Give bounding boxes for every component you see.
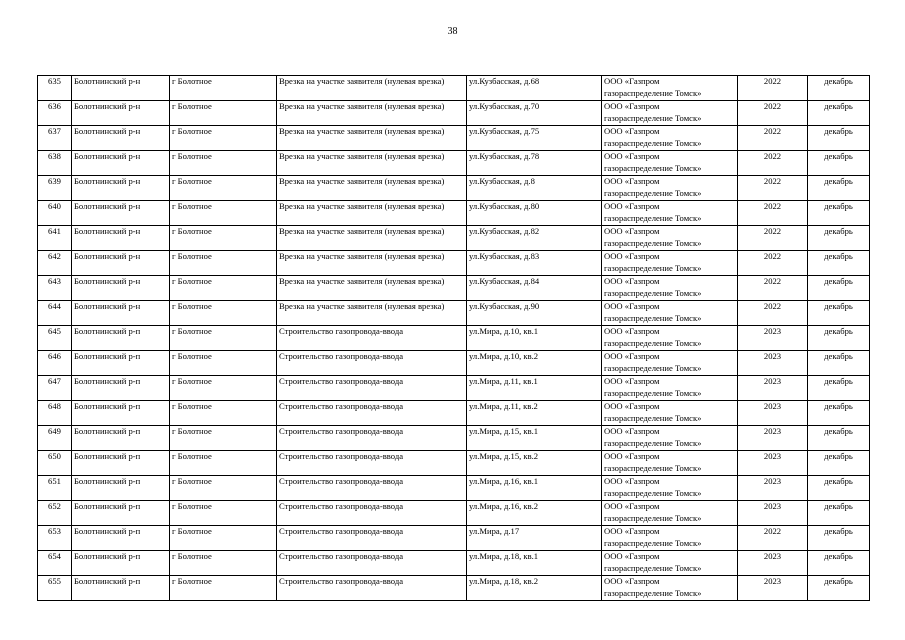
city-cell: г Болотное: [170, 151, 277, 176]
row-number-cell: 655: [38, 576, 72, 601]
organization-cell: [602, 351, 738, 376]
city-cell: г Болотное: [170, 326, 277, 351]
district-cell: Болотнинский р-п: [72, 451, 170, 476]
city-cell: г Болотное: [170, 401, 277, 426]
work-type-cell: Строительство газопровода-ввода: [277, 576, 467, 601]
year-cell: 2023: [738, 326, 808, 351]
row-number-cell: 651: [38, 476, 72, 501]
month-cell: декабрь: [808, 351, 870, 376]
organization-line-1: ООО «Газпром: [604, 376, 660, 386]
organization-line-1: ООО «Газпром: [604, 526, 660, 536]
address-cell: ул.Мира, д.15, кв.2: [467, 451, 602, 476]
row-number-cell: 644: [38, 301, 72, 326]
organization-line-1: ООО «Газпром: [604, 226, 660, 236]
city-cell: г Болотное: [170, 501, 277, 526]
organization-cell: [602, 226, 738, 251]
month-cell: декабрь: [808, 101, 870, 126]
organization-line-2: газораспределение Томск»: [604, 337, 702, 348]
city-cell: г Болотное: [170, 101, 277, 126]
organization-line-2: газораспределение Томск»: [604, 412, 702, 423]
organization-cell: [602, 251, 738, 276]
year-cell: 2023: [738, 551, 808, 576]
month-cell: декабрь: [808, 301, 870, 326]
organization-line-1: ООО «Газпром: [604, 476, 660, 486]
year-cell: 2022: [738, 251, 808, 276]
month-cell: декабрь: [808, 576, 870, 601]
month-cell: декабрь: [808, 151, 870, 176]
address-cell: ул.Кузбасская, д.80: [467, 201, 602, 226]
row-number-cell: 652: [38, 501, 72, 526]
address-cell: ул.Мира, д.18, кв.2: [467, 576, 602, 601]
district-cell: Болотнинский р-п: [72, 476, 170, 501]
organization-cell: [602, 326, 738, 351]
work-type-cell: Строительство газопровода-ввода: [277, 401, 467, 426]
table-row: [38, 376, 870, 401]
row-number-cell: 640: [38, 201, 72, 226]
organization-line-2: газораспределение Томск»: [604, 462, 702, 473]
district-cell: Болотнинский р-н: [72, 101, 170, 126]
district-cell: Болотнинский р-н: [72, 176, 170, 201]
table-row: [38, 101, 870, 126]
table-row: [38, 526, 870, 551]
address-cell: ул.Кузбасская, д.8: [467, 176, 602, 201]
work-type-cell: Строительство газопровода-ввода: [277, 351, 467, 376]
organization-line-1: ООО «Газпром: [604, 401, 660, 411]
year-cell: 2022: [738, 201, 808, 226]
address-cell: ул.Кузбасская, д.70: [467, 101, 602, 126]
work-type-cell: Врезка на участке заявителя (нулевая врезка): [277, 176, 467, 201]
organization-cell: [602, 476, 738, 501]
work-type-cell: Строительство газопровода-ввода: [277, 451, 467, 476]
month-cell: декабрь: [808, 476, 870, 501]
organization-cell: [602, 301, 738, 326]
work-type-cell: Строительство газопровода-ввода: [277, 526, 467, 551]
year-cell: 2023: [738, 451, 808, 476]
organization-cell: [602, 576, 738, 601]
organization-cell: [602, 176, 738, 201]
organization-cell: [602, 501, 738, 526]
year-cell: 2023: [738, 476, 808, 501]
organization-line-2: газораспределение Томск»: [604, 212, 702, 223]
city-cell: г Болотное: [170, 526, 277, 551]
year-cell: 2022: [738, 526, 808, 551]
district-cell: Болотнинский р-п: [72, 551, 170, 576]
work-type-cell: Врезка на участке заявителя (нулевая врезка): [277, 276, 467, 301]
organization-line-1: ООО «Газпром: [604, 176, 660, 186]
city-cell: г Болотное: [170, 351, 277, 376]
organization-line-1: ООО «Газпром: [604, 201, 660, 211]
address-cell: ул.Кузбасская, д.75: [467, 126, 602, 151]
month-cell: декабрь: [808, 201, 870, 226]
month-cell: декабрь: [808, 226, 870, 251]
work-type-cell: Врезка на участке заявителя (нулевая врезка): [277, 126, 467, 151]
table-body: [38, 76, 870, 601]
table-row: [38, 401, 870, 426]
address-cell: ул.Мира, д.18, кв.1: [467, 551, 602, 576]
city-cell: г Болотное: [170, 176, 277, 201]
city-cell: г Болотное: [170, 301, 277, 326]
address-cell: ул.Мира, д.16, кв.1: [467, 476, 602, 501]
organization-cell: [602, 151, 738, 176]
table-row: [38, 76, 870, 101]
table-row: [38, 276, 870, 301]
year-cell: 2022: [738, 276, 808, 301]
table-row: [38, 226, 870, 251]
organization-line-1: ООО «Газпром: [604, 326, 660, 336]
organization-line-2: газораспределение Томск»: [604, 162, 702, 173]
gasification-table: [37, 75, 870, 601]
organization-line-1: ООО «Газпром: [604, 151, 660, 161]
year-cell: 2022: [738, 101, 808, 126]
organization-cell: [602, 101, 738, 126]
city-cell: г Болотное: [170, 126, 277, 151]
address-cell: ул.Кузбасская, д.83: [467, 251, 602, 276]
month-cell: декабрь: [808, 551, 870, 576]
organization-line-1: ООО «Газпром: [604, 276, 660, 286]
organization-line-1: ООО «Газпром: [604, 501, 660, 511]
year-cell: 2022: [738, 126, 808, 151]
district-cell: Болотнинский р-п: [72, 501, 170, 526]
city-cell: г Болотное: [170, 276, 277, 301]
district-cell: Болотнинский р-н: [72, 276, 170, 301]
page-number: 38: [447, 26, 458, 37]
address-cell: ул.Мира, д.16, кв.2: [467, 501, 602, 526]
organization-line-1: ООО «Газпром: [604, 351, 660, 361]
city-cell: г Болотное: [170, 476, 277, 501]
district-cell: Болотнинский р-н: [72, 151, 170, 176]
address-cell: ул.Мира, д.10, кв.2: [467, 351, 602, 376]
table-row: [38, 201, 870, 226]
organization-line-1: ООО «Газпром: [604, 101, 660, 111]
work-type-cell: Строительство газопровода-ввода: [277, 501, 467, 526]
district-cell: Болотнинский р-п: [72, 401, 170, 426]
district-cell: Болотнинский р-н: [72, 226, 170, 251]
month-cell: декабрь: [808, 176, 870, 201]
table-row: [38, 576, 870, 601]
year-cell: 2022: [738, 151, 808, 176]
row-number-cell: 635: [38, 76, 72, 101]
row-number-cell: 650: [38, 451, 72, 476]
city-cell: г Болотное: [170, 551, 277, 576]
table-row: [38, 301, 870, 326]
year-cell: 2022: [738, 301, 808, 326]
district-cell: Болотнинский р-п: [72, 576, 170, 601]
month-cell: декабрь: [808, 401, 870, 426]
district-cell: Болотнинский р-п: [72, 376, 170, 401]
work-type-cell: Врезка на участке заявителя (нулевая врезка): [277, 251, 467, 276]
city-cell: г Болотное: [170, 201, 277, 226]
district-cell: Болотнинский р-п: [72, 426, 170, 451]
row-number-cell: 653: [38, 526, 72, 551]
organization-cell: [602, 201, 738, 226]
organization-line-1: ООО «Газпром: [604, 451, 660, 461]
year-cell: 2022: [738, 226, 808, 251]
row-number-cell: 646: [38, 351, 72, 376]
district-cell: Болотнинский р-н: [72, 126, 170, 151]
organization-line-1: ООО «Газпром: [604, 251, 660, 261]
year-cell: 2023: [738, 401, 808, 426]
month-cell: декабрь: [808, 376, 870, 401]
table-row: [38, 451, 870, 476]
city-cell: г Болотное: [170, 576, 277, 601]
address-cell: ул.Кузбасская, д.82: [467, 226, 602, 251]
organization-line-2: газораспределение Томск»: [604, 112, 702, 123]
address-cell: ул.Мира, д.17: [467, 526, 602, 551]
row-number-cell: 641: [38, 226, 72, 251]
month-cell: декабрь: [808, 451, 870, 476]
address-cell: ул.Мира, д.10, кв.1: [467, 326, 602, 351]
row-number-cell: 639: [38, 176, 72, 201]
organization-line-2: газораспределение Томск»: [604, 537, 702, 548]
year-cell: 2023: [738, 426, 808, 451]
year-cell: 2023: [738, 576, 808, 601]
table-row: [38, 326, 870, 351]
month-cell: декабрь: [808, 251, 870, 276]
month-cell: декабрь: [808, 326, 870, 351]
table-row: [38, 351, 870, 376]
organization-cell: [602, 426, 738, 451]
organization-line-2: газораспределение Томск»: [604, 387, 702, 398]
row-number-cell: 636: [38, 101, 72, 126]
work-type-cell: Врезка на участке заявителя (нулевая врезка): [277, 301, 467, 326]
month-cell: декабрь: [808, 426, 870, 451]
city-cell: г Болотное: [170, 251, 277, 276]
address-cell: ул.Кузбасская, д.68: [467, 76, 602, 101]
table-row: [38, 426, 870, 451]
district-cell: Болотнинский р-п: [72, 326, 170, 351]
year-cell: 2022: [738, 76, 808, 101]
work-type-cell: Строительство газопровода-ввода: [277, 376, 467, 401]
address-cell: ул.Мира, д.11, кв.1: [467, 376, 602, 401]
year-cell: 2023: [738, 376, 808, 401]
organization-line-2: газораспределение Томск»: [604, 487, 702, 498]
city-cell: г Болотное: [170, 226, 277, 251]
month-cell: декабрь: [808, 126, 870, 151]
work-type-cell: Строительство газопровода-ввода: [277, 476, 467, 501]
address-cell: ул.Кузбасская, д.90: [467, 301, 602, 326]
organization-line-2: газораспределение Томск»: [604, 137, 702, 148]
organization-cell: [602, 126, 738, 151]
organization-cell: [602, 76, 738, 101]
organization-line-2: газораспределение Томск»: [604, 237, 702, 248]
row-number-cell: 649: [38, 426, 72, 451]
district-cell: Болотнинский р-п: [72, 526, 170, 551]
row-number-cell: 643: [38, 276, 72, 301]
work-type-cell: Строительство газопровода-ввода: [277, 426, 467, 451]
organization-cell: [602, 526, 738, 551]
district-cell: Болотнинский р-п: [72, 351, 170, 376]
year-cell: 2022: [738, 176, 808, 201]
row-number-cell: 637: [38, 126, 72, 151]
table-row: [38, 251, 870, 276]
organization-line-1: ООО «Газпром: [604, 301, 660, 311]
organization-line-1: ООО «Газпром: [604, 551, 660, 561]
month-cell: декабрь: [808, 501, 870, 526]
district-cell: Болотнинский р-н: [72, 301, 170, 326]
organization-cell: [602, 401, 738, 426]
table-row: [38, 151, 870, 176]
district-cell: Болотнинский р-н: [72, 251, 170, 276]
work-type-cell: Строительство газопровода-ввода: [277, 551, 467, 576]
city-cell: г Болотное: [170, 451, 277, 476]
address-cell: ул.Мира, д.15, кв.1: [467, 426, 602, 451]
row-number-cell: 638: [38, 151, 72, 176]
city-cell: г Болотное: [170, 426, 277, 451]
address-cell: ул.Мира, д.11, кв.2: [467, 401, 602, 426]
work-type-cell: Врезка на участке заявителя (нулевая врезка): [277, 101, 467, 126]
row-number-cell: 645: [38, 326, 72, 351]
organization-line-1: ООО «Газпром: [604, 76, 660, 86]
organization-line-2: газораспределение Томск»: [604, 512, 702, 523]
work-type-cell: Врезка на участке заявителя (нулевая врезка): [277, 76, 467, 101]
organization-line-2: газораспределение Томск»: [604, 437, 702, 448]
year-cell: 2023: [738, 501, 808, 526]
month-cell: декабрь: [808, 276, 870, 301]
address-cell: ул.Кузбасская, д.78: [467, 151, 602, 176]
month-cell: декабрь: [808, 526, 870, 551]
district-cell: Болотнинский р-н: [72, 201, 170, 226]
organization-line-2: газораспределение Томск»: [604, 562, 702, 573]
organization-line-1: ООО «Газпром: [604, 426, 660, 436]
city-cell: г Болотное: [170, 76, 277, 101]
address-cell: ул.Кузбасская, д.84: [467, 276, 602, 301]
organization-line-2: газораспределение Томск»: [604, 312, 702, 323]
table-row: [38, 176, 870, 201]
work-type-cell: Врезка на участке заявителя (нулевая врезка): [277, 226, 467, 251]
organization-line-2: газораспределение Томск»: [604, 587, 702, 598]
organization-line-2: газораспределение Томск»: [604, 287, 702, 298]
organization-line-2: газораспределение Томск»: [604, 187, 702, 198]
organization-cell: [602, 551, 738, 576]
table-row: [38, 551, 870, 576]
organization-line-1: ООО «Газпром: [604, 126, 660, 136]
work-type-cell: Врезка на участке заявителя (нулевая врезка): [277, 201, 467, 226]
district-cell: Болотнинский р-н: [72, 76, 170, 101]
organization-line-2: газораспределение Томск»: [604, 262, 702, 273]
work-type-cell: Врезка на участке заявителя (нулевая врезка): [277, 151, 467, 176]
row-number-cell: 648: [38, 401, 72, 426]
row-number-cell: 642: [38, 251, 72, 276]
row-number-cell: 647: [38, 376, 72, 401]
table-row: [38, 476, 870, 501]
organization-line-2: газораспределение Томск»: [604, 87, 702, 98]
table-row: [38, 126, 870, 151]
month-cell: декабрь: [808, 76, 870, 101]
organization-cell: [602, 276, 738, 301]
organization-line-2: газораспределение Томск»: [604, 362, 702, 373]
year-cell: 2023: [738, 351, 808, 376]
work-type-cell: Строительство газопровода-ввода: [277, 326, 467, 351]
table-row: [38, 501, 870, 526]
organization-cell: [602, 451, 738, 476]
city-cell: г Болотное: [170, 376, 277, 401]
organization-line-1: ООО «Газпром: [604, 576, 660, 586]
row-number-cell: 654: [38, 551, 72, 576]
organization-cell: [602, 376, 738, 401]
